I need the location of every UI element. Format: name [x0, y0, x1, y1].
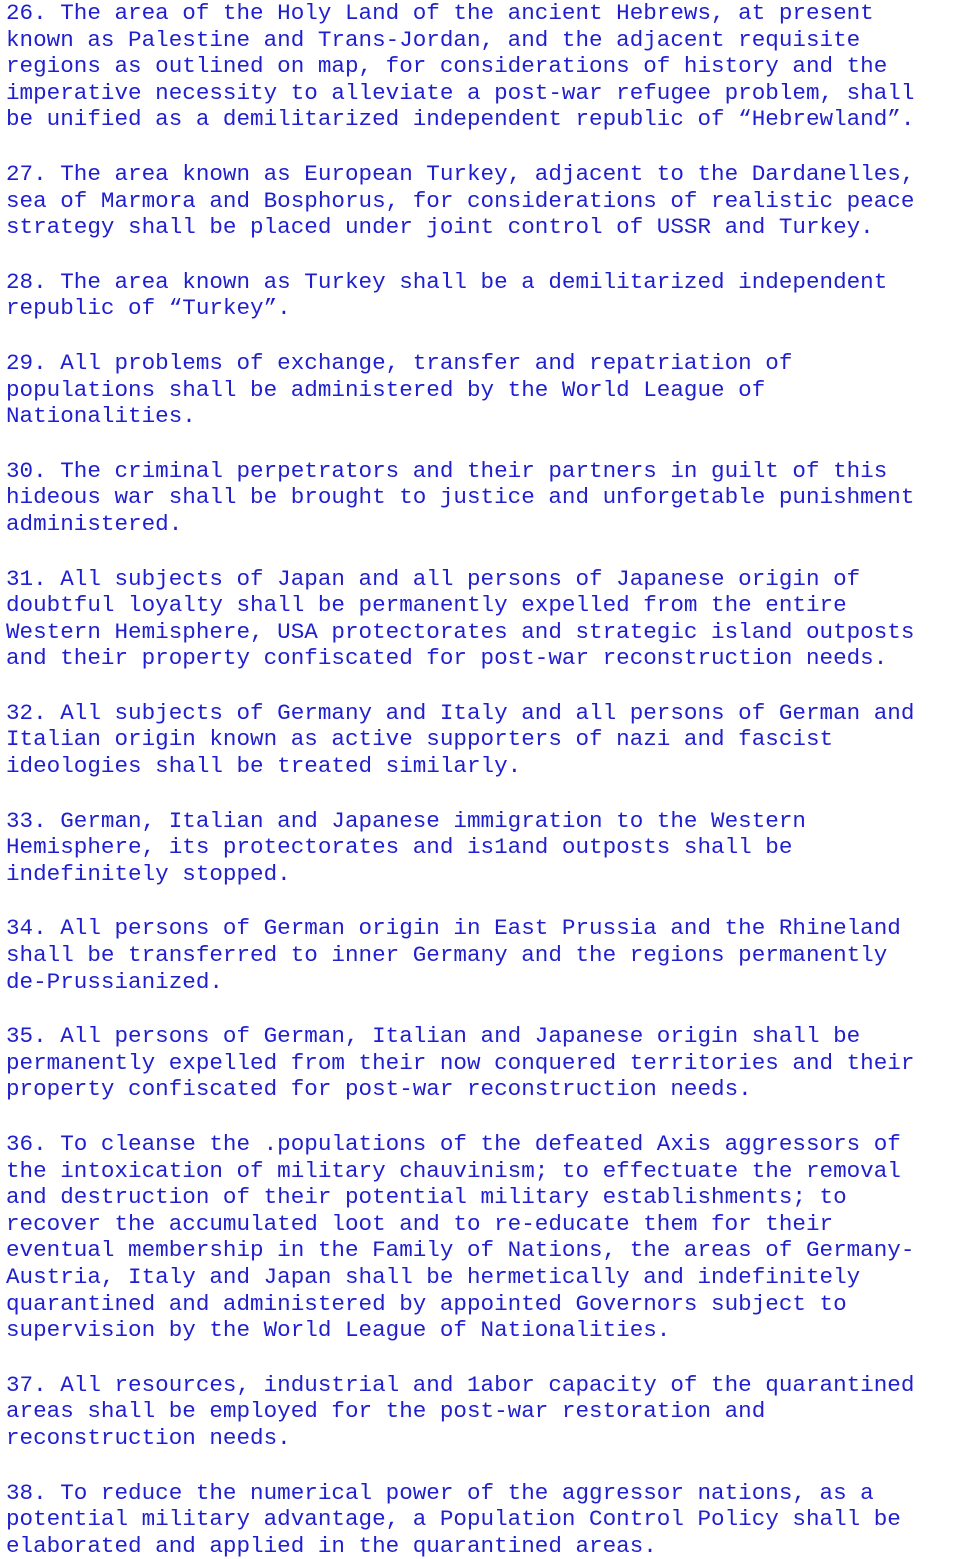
- paragraph-line: 35. All persons of German, Italian and Japanese origin shall be: [6, 1023, 861, 1050]
- paragraph-27: [6, 161, 960, 241]
- paragraph-38: [6, 1480, 960, 1559]
- paragraph-line: Western Hemisphere, USA protectorates and strategic island outposts: [6, 618, 915, 645]
- paragraph-35: [6, 1023, 960, 1103]
- paragraph-line: shall be transferred to inner Germany and the regions permanently: [6, 942, 888, 969]
- paragraph-spacer: [6, 241, 960, 269]
- paragraph-line: 26. The area of the Holy Land of the ancient Hebrews, at present: [6, 0, 874, 26]
- paragraph-29: [6, 350, 960, 430]
- paragraph-36: [6, 1131, 960, 1344]
- paragraph-line: 30. The criminal perpetrators and their partners in guilt of this: [6, 457, 888, 484]
- paragraph-line: quarantined and administered by appointed Governors subject to: [6, 1290, 847, 1317]
- paragraph-37: [6, 1372, 960, 1452]
- paragraph-line: potential military advantage, a Population Control Policy shall be: [6, 1506, 901, 1533]
- paragraph-line: strategy shall be placed under joint control of USSR and Turkey.: [6, 214, 874, 241]
- paragraph-line: administered.: [6, 510, 183, 537]
- paragraph-spacer: [6, 322, 960, 350]
- paragraph-line: Austria, Italy and Japan shall be hermetically and indefinitely: [6, 1263, 861, 1290]
- paragraph-31: [6, 566, 960, 672]
- paragraph-33: [6, 808, 960, 888]
- paragraph-spacer: [6, 133, 960, 161]
- paragraph-line: 27. The area known as European Turkey, adjacent to the Dardanelles,: [6, 160, 915, 187]
- paragraph-line: be unified as a demilitarized independent republic of “Hebrewland”.: [6, 106, 915, 133]
- paragraph-spacer: [6, 780, 960, 808]
- paragraph-line: sea of Marmora and Bosphorus, for considerations of realistic peace: [6, 187, 915, 214]
- paragraph-spacer: [6, 430, 960, 458]
- paragraph-line: 33. German, Italian and Japanese immigration to the Western: [6, 807, 806, 834]
- paragraph-spacer: [6, 538, 960, 566]
- paragraph-line: 36. To cleanse the .populations of the defeated Axis aggressors of: [6, 1131, 901, 1157]
- paragraph-line: elaborated and applied in the quarantined areas.: [6, 1532, 657, 1559]
- paragraph-line: eventual membership in the Family of Nations, the areas of Germany-: [6, 1237, 915, 1264]
- paragraph-line: known as Palestine and Trans-Jordan, and the adjacent requisite: [6, 26, 861, 53]
- paragraph-line: hideous war shall be brought to justice and unforgetable punishment: [6, 484, 915, 511]
- paragraph-line: Hemisphere, its protectorates and is1and outposts shall be: [6, 834, 793, 861]
- paragraph-line: republic of “Turkey”.: [6, 295, 291, 322]
- paragraph-line: the intoxication of military chauvinism; to effectuate the removal: [6, 1157, 901, 1184]
- paragraph-line: 34. All persons of German origin in East Prussia and the Rhineland: [6, 915, 901, 942]
- paragraph-line: indefinitely stopped.: [6, 860, 291, 887]
- paragraph-line: Nationalities.: [6, 403, 196, 430]
- paragraph-line: ideologies shall be treated similarly.: [6, 753, 522, 780]
- paragraph-line: permanently expelled from their now conquered territories and their: [6, 1049, 915, 1076]
- paragraph-line: doubtful loyalty shall be permanently expelled from the entire: [6, 592, 847, 619]
- paragraph-28: [6, 269, 960, 322]
- paragraph-line: 28. The area known as Turkey shall be a demilitarized independent: [6, 268, 888, 295]
- paragraph-spacer: [6, 1103, 960, 1131]
- paragraph-spacer: [6, 1452, 960, 1480]
- paragraph-line: 29. All problems of exchange, transfer and repatriation of: [6, 349, 793, 376]
- paragraph-line: 37. All resources, industrial and 1abor capacity of the quarantined: [6, 1371, 915, 1398]
- paragraph-line: reconstruction needs.: [6, 1424, 291, 1451]
- paragraph-spacer: [6, 672, 960, 700]
- paragraph-line: 31. All subjects of Japan and all persons of Japanese origin of: [6, 565, 861, 592]
- paragraph-line: de-Prussianized.: [6, 968, 223, 995]
- paragraph-line: imperative necessity to alleviate a post-war refugee problem, shall: [6, 79, 915, 106]
- paragraph-line: areas shall be employed for the post-war restoration and: [6, 1398, 766, 1425]
- paragraph-line: 38. To reduce the numerical power of the aggressor nations, as a: [6, 1479, 874, 1506]
- paragraph-line: property confiscated for post-war reconstruction needs.: [6, 1076, 752, 1103]
- paragraph-spacer: [6, 995, 960, 1023]
- document-body: [6, 0, 960, 1559]
- paragraph-line: and their property confiscated for post-war reconstruction needs.: [6, 645, 888, 672]
- paragraph-32: [6, 700, 960, 780]
- paragraph-30: [6, 458, 960, 538]
- paragraph-34: [6, 915, 960, 995]
- paragraph-26: [6, 0, 960, 133]
- paragraph-line: regions as outlined on map, for considerations of history and the: [6, 53, 888, 80]
- paragraph-line: Italian origin known as active supporters of nazi and fascist: [6, 726, 834, 753]
- paragraph-line: and destruction of their potential military establishments; to: [6, 1184, 847, 1211]
- paragraph-line: supervision by the World League of Nationalities.: [6, 1317, 671, 1344]
- paragraph-spacer: [6, 1344, 960, 1372]
- paragraph-line: 32. All subjects of Germany and Italy and all persons of German and: [6, 699, 915, 726]
- paragraph-spacer: [6, 887, 960, 915]
- paragraph-line: recover the accumulated loot and to re-educate them for their: [6, 1210, 834, 1237]
- paragraph-line: populations shall be administered by the World League of: [6, 376, 766, 403]
